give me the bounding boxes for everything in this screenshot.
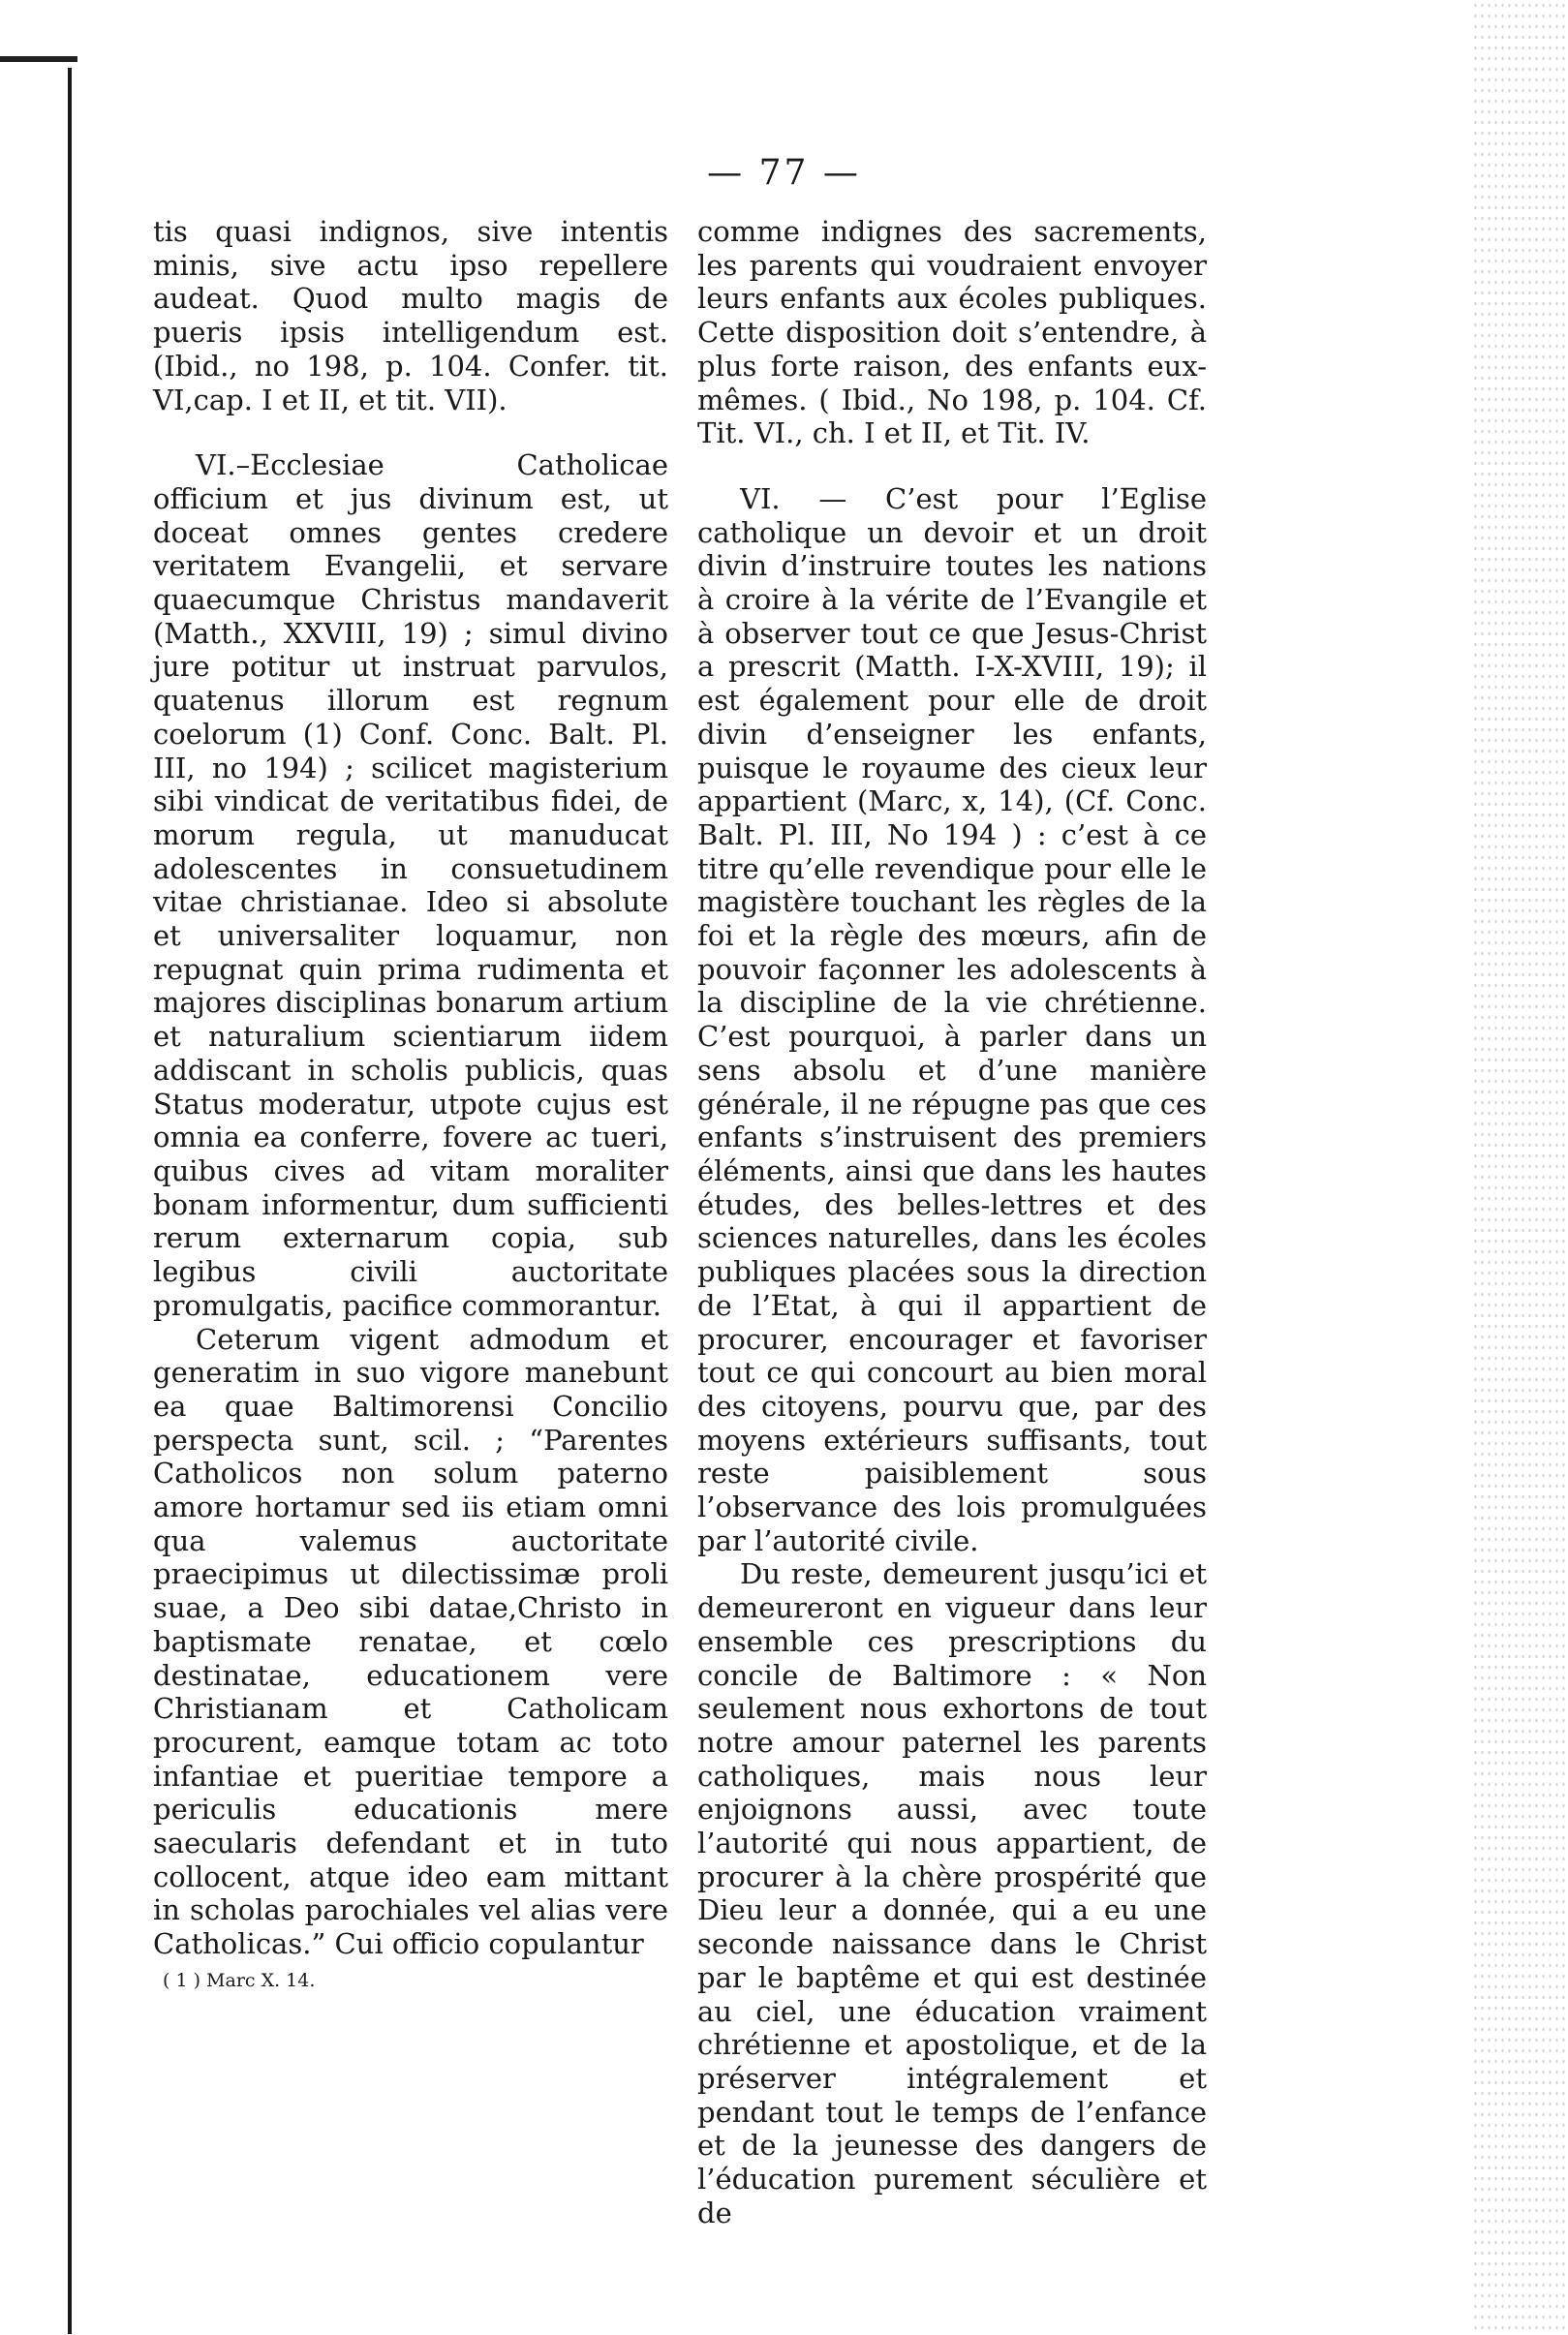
french-paragraph-2: VI. — C’est pour l’Eglise catholique un devoir et un droit divin d’instruire toutes les nations à croire à la vérite de l’Evangile et à observer tout ce que Jesus-Christ a prescrit (Matth. I-X-XVIII, 19); il est également pour elle de droit divin d’enseigner les enfants, puisque le royaume des cieux leur appartient (Marc, x, 14), (Cf. Conc. Balt. Pl. III, No 194 ) : c’est à ce titre qu’elle revendique pour elle le magistère touchant les règles de la foi et la règle des mœurs, afin de pouvoir façonner les adolescents à la discipline de la vie chrétienne. C’est pourquoi, à parler dans un sens absolu et d’une manière générale, il ne répugne pas que ces enfants s’instruisent des premiers éléments, ainsi que dans les hautes études, des belles-lettres et des sciences naturelles, dans les écoles publiques placées sous la direction de l’Etat, à qui il appartient de procurer, encourager et favoriser tout ce qui concourt au bien moral des citoyens, pourvu que, par des moyens extérieurs suffisants, tout reste paisiblement sous l’observance des lois promulguées par l’autorité civile. [697,481,1207,1557]
latin-column [153,215,668,1992]
latin-paragraph-1: tis quasi indignos, sive intentis minis, sive actu ipso repellere audeat. Quod multo magis de pueris ipsis intelligendum est. (Ibid., no 198, p. 104. Confer. tit. VI,cap. I et II, et tit. VII). [153,215,668,416]
latin-paragraph-2: VI.–Ecclesiae Catholicae officium et jus divinum est, ut doceat omnes gentes credere veritatem Evangelii, et servare quaecumque Christus mandaverit (Matth., XXVIII, 19) ; simul divino jure potitur ut instruat parvulos, quatenus illorum est regnum coelorum (1) Conf. Conc. Balt. Pl. III, no 194) ; scilicet magisterium sibi vindicat de veritatibus fidei, de morum regula, ut manuducat adolescentes in consuetudinem vitae christianae. Ideo si absolute et universaliter loquamur, non repugnat quin prima rudimenta et majores disciplinas bonarum artium et naturalium scientiarum iidem addiscant in scholis publicis, quas Status moderatur, utpote cujus est omnia ea conferre, fovere ac tueri, quibus cives ad vitam moraliter bonam informentur, dum sufficienti rerum externarum copia, sub legibus civili auctoritate promulgatis, pacifice commorantur. [153,448,668,1322]
footnote: ( 1 ) Marc X. 14. [163,1969,316,1991]
latin-paragraph-3: Ceterum vigent admodum et generatim in suo vigore manebunt ea quae Baltimorensi Concilio perspecta sunt, scil. ; “Parentes Catholicos non solum paterno amore hortamur sed iis etiam omni qua valemus auctoritate praecipimus ut dilectissimæ proli suae, a Deo sibi datae,Christo in baptismate renatae, et cœlo destinatae, educationem vere Christianam et Catholicam procurent, eamque totam ac toto infantiae et pueritiae tempore a periculis educationis mere saecularis defendant et in tuto collocent, atque ideo eam mittant in scholas parochiales vel alias vere Catholicas.” Cui officio copulantur [153,1322,668,1961]
page-number: — 77 — [707,153,861,193]
french-paragraph-3: Du reste, demeurent jusqu’ici et demeureront en vigueur dans leur ensemble ces prescriptions du concile de Baltimore : « Non seulement nous exhortons de tout notre amour paternel les parents catholiques, mais nous leur enjoignons aussi, avec toute l’autorité qui nous appartient, de procurer à la chère prospérité que Dieu leur a donnée, qui a eu une seconde naissance dans le Christ par le baptême et qui est destinée au ciel, une éducation vraiment chrétienne et apostolique, et de la préserver intégralement et pendant tout le temps de l’enfance et de la jeunesse des dangers de l’éducation purement séculière et de [697,1557,1207,2229]
scan-noise [1472,0,1568,2335]
french-column [697,215,1207,2229]
french-paragraph-1: comme indignes des sacrements, les parents qui voudraient envoyer leurs enfants aux écoles publiques. Cette disposition doit s’entendre, à plus forte raison, des enfants eux-mêmes. ( Ibid., No 198, p. 104. Cf. Tit. VI., ch. I et II, et Tit. IV. [697,215,1207,450]
edge-mark [0,56,77,62]
binding-edge [68,68,72,2334]
